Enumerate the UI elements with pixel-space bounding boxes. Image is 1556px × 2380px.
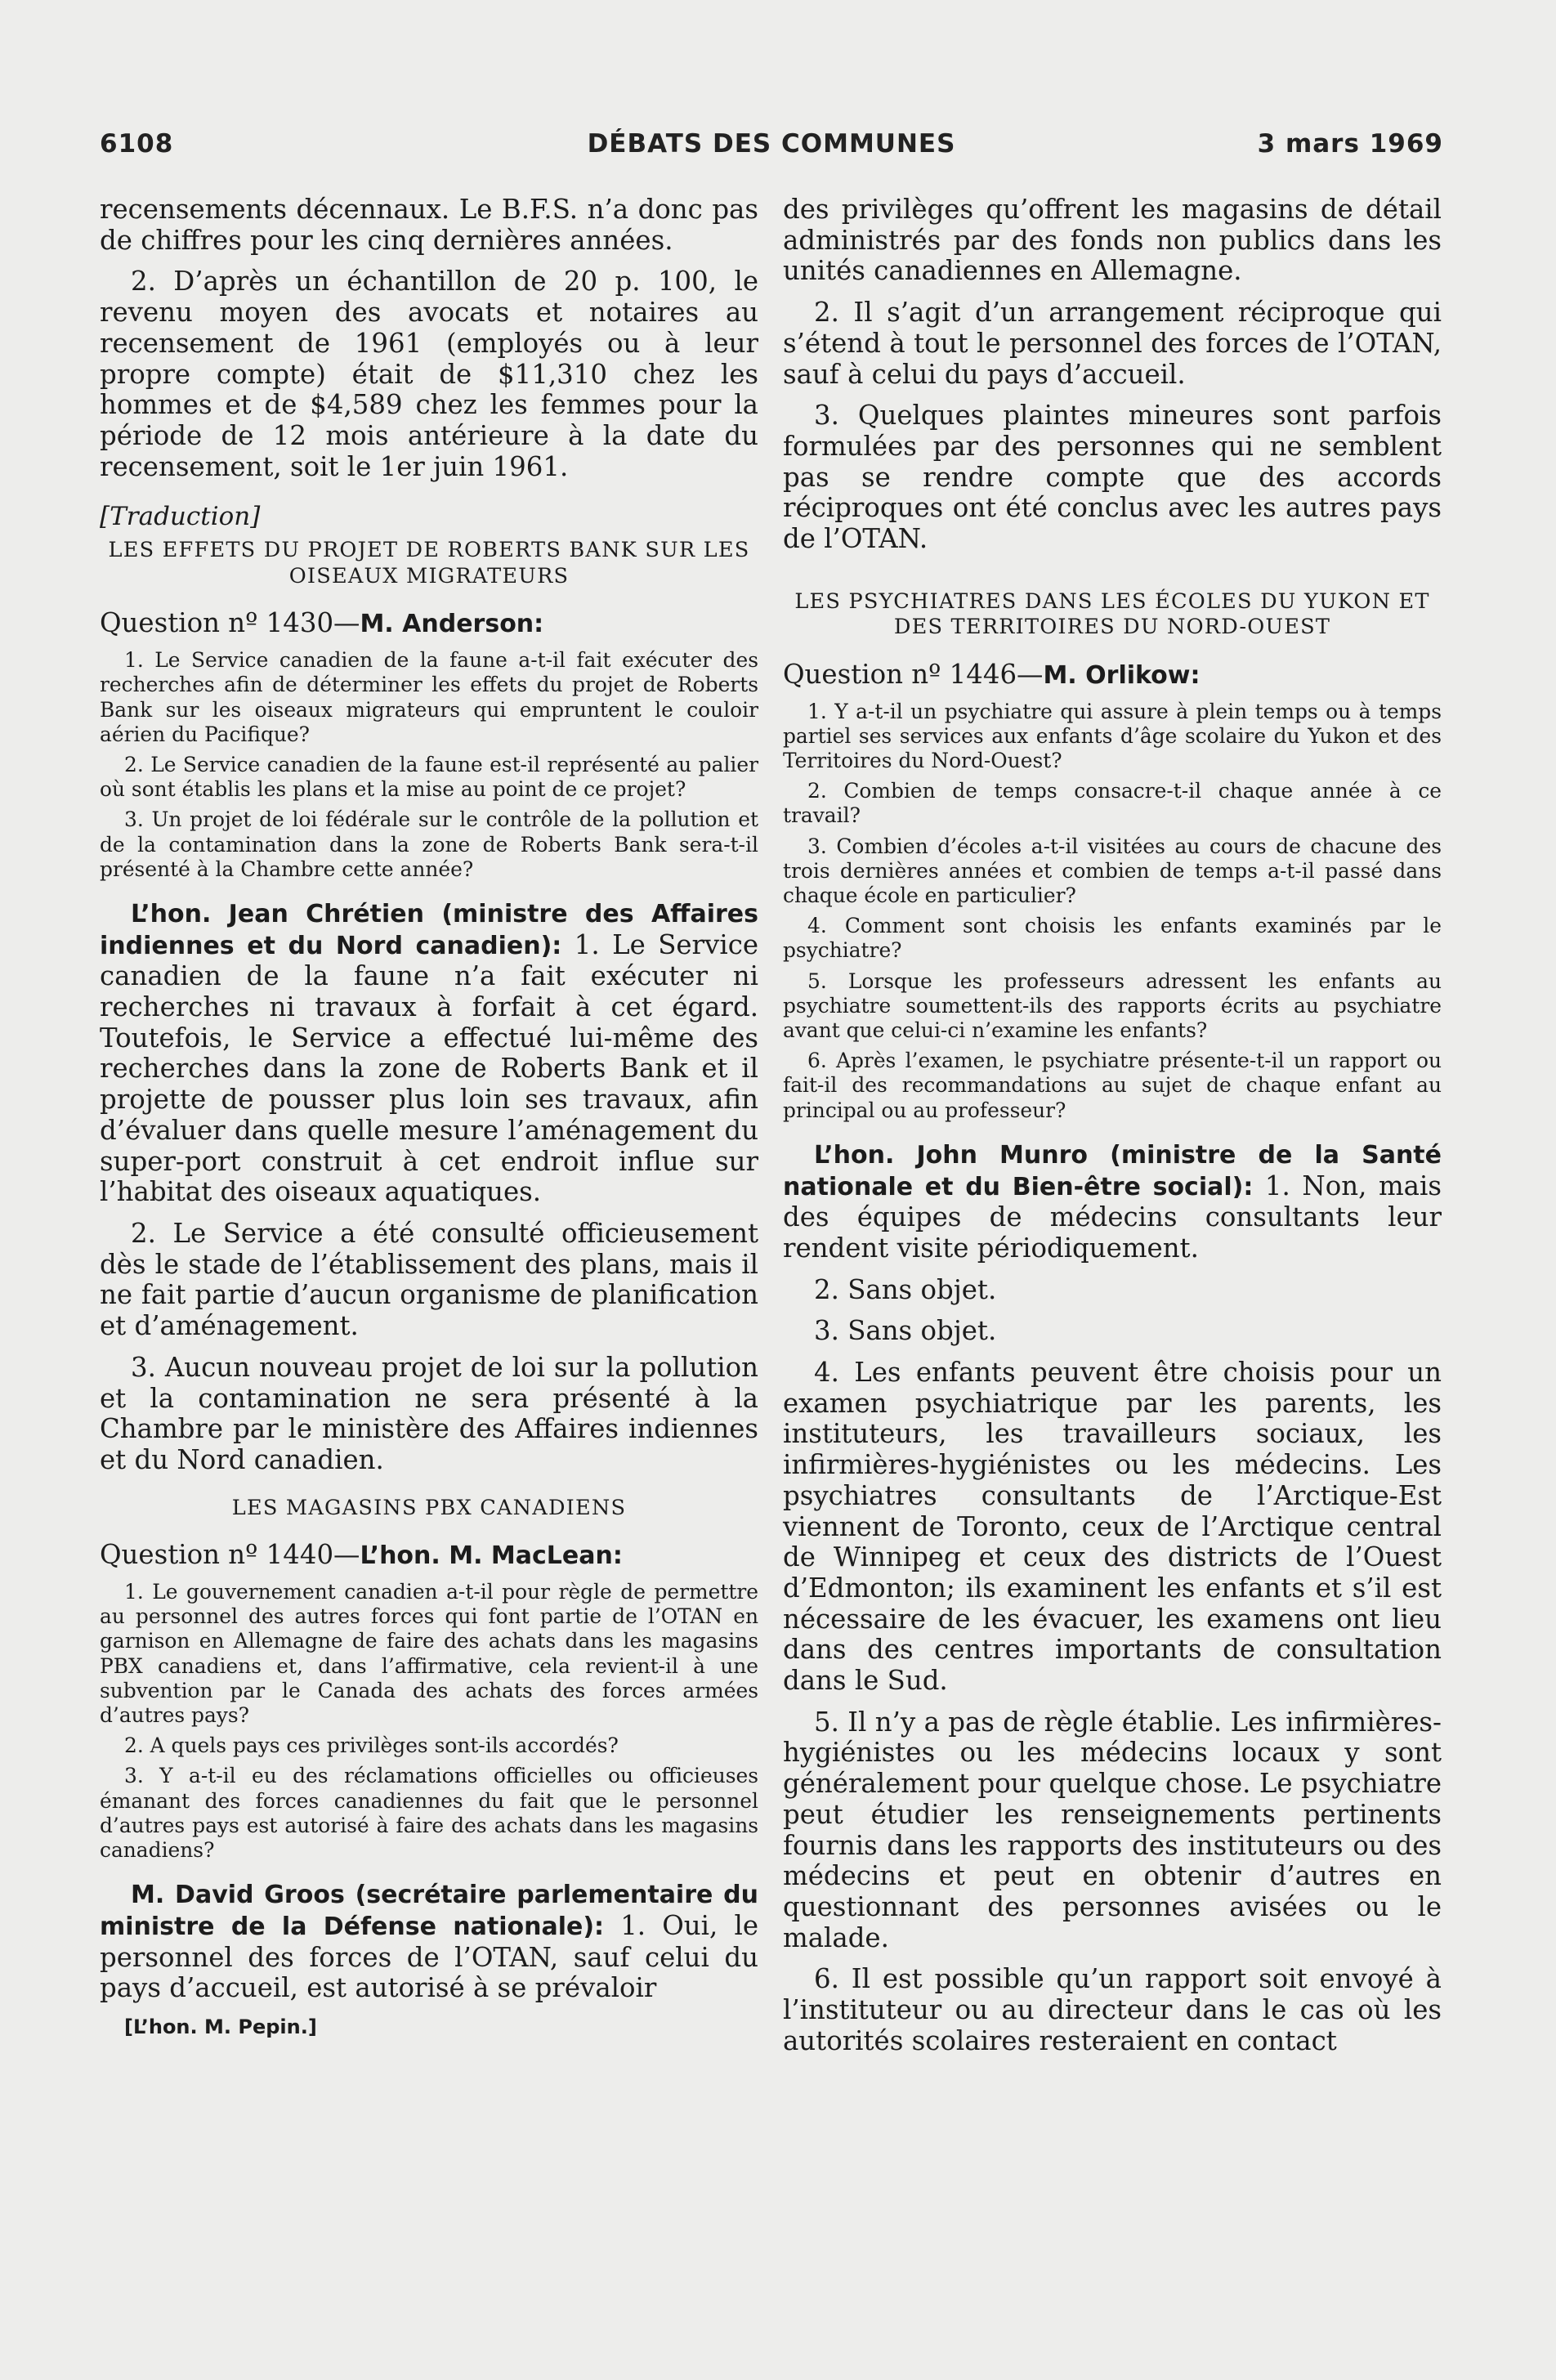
left-column (100, 195, 758, 2038)
question-item: 2. Le Service canadien de la faune est-il représenté au palier où sont établis les plans et la mise au point de ce projet? (100, 752, 758, 802)
question-member: L’hon. M. MacLean: (360, 1541, 623, 1571)
translation-note: [Traduction] (100, 502, 261, 532)
paragraph: 2. Le Service a été consulté officieusement dès le stade de l’établissement des plans, mais il ne fait partie d’aucun organisme de planification et d’aménagement. (100, 1218, 758, 1342)
question-member: M. Orlikow: (1043, 660, 1201, 690)
paragraph: 3. Sans objet. (814, 1315, 997, 1347)
question-item: 3. Y a-t-il eu des réclamations officielles ou officieuses émanant des forces canadiennes du fait que le personnel d’autres pays est autorisé à faire des achats dans les magasins canadiens? (100, 1764, 758, 1863)
question-item: 2. A quels pays ces privilèges sont-ils accordés? (124, 1734, 619, 1758)
paragraph: 2. Sans objet. (814, 1273, 997, 1305)
speaker-name: M. David Groos (secrétaire parlementaire du ministre de la Défense nationale): (100, 1881, 758, 1941)
answer-paragraph (783, 1139, 1442, 1264)
page-footer-reference: [L’hon. M. Pepin.] (124, 2015, 317, 2039)
right-column (783, 195, 1442, 2067)
section-heading: LES MAGASINS PBX CANADIENS (231, 1495, 627, 1520)
section-heading: LES EFFETS DU PROJET DE ROBERTS BANK SUR LES OISEAUX MIGRATEURS (108, 538, 750, 588)
paragraph: 6. Il est possible qu’un rapport soit envoyé à l’instituteur ou au directeur dans le cas où les autorités scolaires resteraient en contact (783, 1963, 1442, 2056)
answer-paragraph (100, 898, 758, 1208)
paragraph: 4. Les enfants peuvent être choisis pour un examen psychiatrique par les parents, les instituteurs, les travailleurs sociaux, les infirmières-hygiénistes ou les médecins. Les psychiatres consultants de l’Arctique-Est viennent de Toronto, ceux de l’Arctique central de Winnipeg et ceux des districts de l’Ouest d’Edmonton; ils examinent les enfants et s’il est nécessaire de les évacuer, les examens ont lieu dans des centres importants de consultation dans le Sud. (783, 1357, 1442, 1697)
question-item: 3. Un projet de loi fédérale sur le contrôle de la pollution et de la contamination dans la zone de Roberts Bank sera-t-il présenté à la Chambre cette année? (100, 808, 758, 881)
paragraph: 2. D’après un échantillon de 20 p. 100, le revenu moyen des avocats et notaires au recensement de 1961 (employés ou à leur propre compte) était de $11,310 chez les hommes et de $4,589 chez les femmes pour la période de 12 mois antérieure à la date du recensement, soit le 1er juin 1961. (100, 266, 758, 482)
speaker-name: L’hon. John Munro (ministre de la Santé nationale et du Bien-être social): (783, 1140, 1442, 1201)
question-number: Question nº 1440— (100, 1539, 360, 1571)
speaker-name: L’hon. Jean Chrétien (ministre des Affaires indiennes et du Nord canadien): (100, 899, 758, 960)
section-heading: LES PSYCHIATRES DANS LES ÉCOLES DU YUKON ET DES TERRITOIRES DU NORD-OUEST (794, 588, 1430, 640)
question-heading (783, 659, 1442, 691)
page-number: 6108 (100, 129, 174, 159)
paragraph: des privilèges qu’offrent les magasins de détail administrés par des fonds non publics dans les unités canadiennes en Allemagne. (783, 194, 1442, 287)
answer-text: 1. Oui, le personnel des forces de l’OTAN, sauf celui du pays d’accueil, est autorisé à se prévaloir (100, 1909, 758, 2004)
paragraph: 3. Aucun nouveau projet de loi sur la pollution et la contamination ne sera présenté à la Chambre par le ministère des Affaires indiennes et du Nord canadien. (100, 1351, 758, 1475)
question-item: 3. Combien d’écoles a-t-il visitées au cours de chacune des trois dernières années et combien de temps a-t-il passé dans chaque école en particulier? (783, 834, 1442, 907)
answer-text: 1. Non, mais des équipes de médecins consultants leur rendent visite périodiquement. (783, 1170, 1442, 1264)
question-item: 2. Combien de temps consacre-t-il chaque année à ce travail? (783, 779, 1442, 828)
answer-paragraph (100, 1879, 758, 2004)
paragraph: 5. Il n’y a pas de règle établie. Les infirmières-hygiénistes ou les médecins locaux y sont généralement pour quelque chose. Le psychiatre peut étudier les renseignements pertinents fournis dans les rapports des instituteurs ou des médecins et peut en obtenir d’autres en questionnant des personnes avisées ou le malade. (783, 1706, 1442, 1953)
question-item: 5. Lorsque les professeurs adressent les enfants au psychiatre soumettent-ils des rapports écrits au psychiatre avant que celui-ci n’examine les enfants? (783, 969, 1442, 1042)
question-number: Question nº 1430— (100, 607, 360, 639)
question-heading (100, 1539, 758, 1572)
answer-text: 1. Le Service canadien de la faune n’a fait exécuter ni recherches ni travaux à forfait à cet égard. Toutefois, le Service a effectué lui-même des recherches dans la zone de Roberts Bank et il projette de pousser plus loin ses travaux, afin d’évaluer dans quelle mesure l’aménagement du super-port construit à cet endroit influe sur l’habitat des oiseaux aquatiques. (100, 928, 759, 1208)
question-item: 6. Après l’examen, le psychiatre présente-t-il un rapport ou fait-il des recommandations au sujet de chaque enfant au principal ou au professeur? (783, 1049, 1442, 1122)
question-item: 1. Le Service canadien de la faune a-t-il fait exécuter des recherches afin de déterminer les effets du projet de Roberts Bank sur les oiseaux migrateurs qui empruntent le couloir aérien du Pacifique? (100, 648, 758, 746)
question-item: 4. Comment sont choisis les enfants examinés par le psychiatre? (783, 914, 1442, 963)
paragraph: 3. Quelques plaintes mineures sont parfois formulées par des personnes qui ne semblent pas se rendre compte que des accords réciproques ont été conclus avec les autres pays de l’OTAN. (783, 400, 1442, 555)
question-item: 1. Le gouvernement canadien a-t-il pour règle de permettre au personnel des autres forces qui font partie de l’OTAN en garnison en Allemagne de faire des achats dans les magasins PBX canadiens et, dans l’affirmative, cela revient-il à une subvention par le Canada des achats des forces armées d’autres pays? (100, 1580, 758, 1728)
question-number: Question nº 1446— (783, 658, 1044, 690)
paragraph: recensements décennaux. Le B.F.S. n’a donc pas de chiffres pour les cinq dernières années. (100, 194, 758, 256)
publication-title: DÉBATS DES COMMUNES (587, 129, 956, 159)
question-item: 1. Y a-t-il un psychiatre qui assure à plein temps ou à temps partiel ses services aux enfants d’âge scolaire du Yukon et des Territoires du Nord-Ouest? (783, 699, 1442, 772)
paragraph: 2. Il s’agit d’un arrangement réciproque qui s’étend à tout le personnel des forces de l’OTAN, sauf à celui du pays d’accueil. (783, 297, 1442, 390)
page-header (100, 129, 1443, 162)
question-heading (100, 607, 758, 640)
page-date: 3 mars 1969 (1257, 129, 1443, 159)
question-member: M. Anderson: (360, 610, 544, 639)
